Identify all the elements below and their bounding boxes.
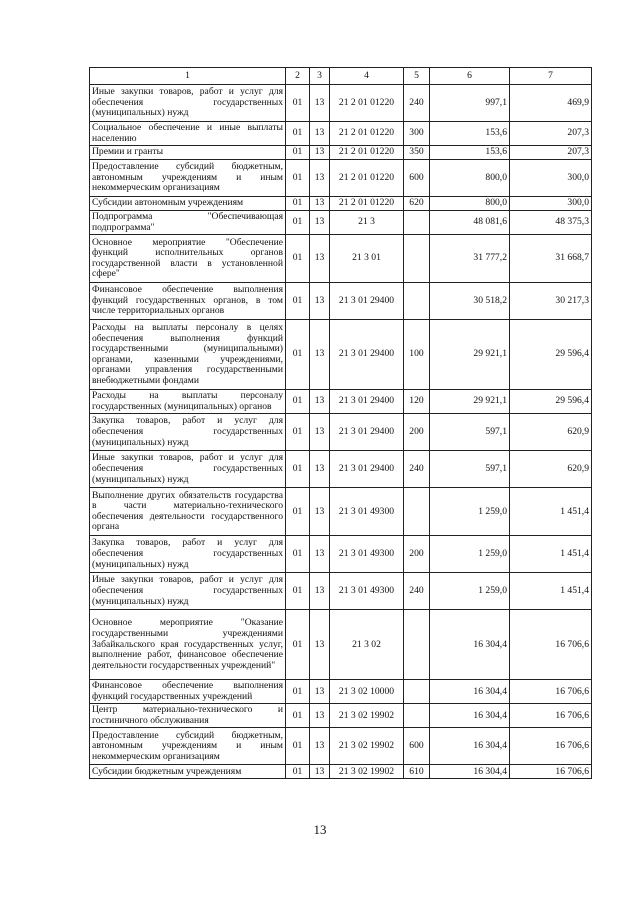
amount-year1-cell: 153,6 bbox=[430, 146, 510, 160]
table-row bbox=[90, 122, 592, 146]
subsection-code-cell: 13 bbox=[310, 728, 330, 765]
amount-year2-cell: 1 451,4 bbox=[510, 488, 592, 536]
header-cell: 5 bbox=[404, 68, 430, 85]
subsection-code-cell: 13 bbox=[310, 680, 330, 704]
amount-year2-cell: 1 451,4 bbox=[510, 573, 592, 610]
row-name-cell: Закупка товаров, работ и услуг для обеспечения государственных (муниципальных) нужд bbox=[90, 414, 286, 451]
row-name-cell: Иные закупки товаров, работ и услуг для обеспечения государственных (муниципальных) нужд bbox=[90, 451, 286, 488]
header-cell: 7 bbox=[510, 68, 592, 85]
subsection-code-cell: 13 bbox=[310, 122, 330, 146]
expense-type-cell: 200 bbox=[404, 414, 430, 451]
budget-table bbox=[89, 67, 592, 779]
section-code-cell: 01 bbox=[286, 573, 310, 610]
table-row bbox=[90, 283, 592, 320]
amount-year1-cell: 1 259,0 bbox=[430, 573, 510, 610]
target-article-cell: 21 3 bbox=[330, 211, 404, 235]
table-body bbox=[90, 85, 592, 779]
section-code-cell: 01 bbox=[286, 146, 310, 160]
subsection-code-cell: 13 bbox=[310, 451, 330, 488]
section-code-cell: 01 bbox=[286, 680, 310, 704]
target-article-cell: 21 3 01 49300 bbox=[330, 536, 404, 573]
expense-type-cell: 240 bbox=[404, 85, 430, 122]
row-name-cell: Подпрограмма "Обеспечивающая подпрограмма" bbox=[90, 211, 286, 235]
row-name-cell: Иные закупки товаров, работ и услуг для обеспечения государственных (муниципальных) нужд bbox=[90, 85, 286, 122]
section-code-cell: 01 bbox=[286, 211, 310, 235]
expense-type-cell bbox=[404, 488, 430, 536]
table-row bbox=[90, 765, 592, 779]
amount-year1-cell: 31 777,2 bbox=[430, 235, 510, 283]
table-row bbox=[90, 536, 592, 573]
expense-type-cell: 120 bbox=[404, 390, 430, 414]
section-code-cell: 01 bbox=[286, 765, 310, 779]
target-article-cell: 21 3 01 bbox=[330, 235, 404, 283]
subsection-code-cell: 13 bbox=[310, 414, 330, 451]
amount-year1-cell: 1 259,0 bbox=[430, 536, 510, 573]
amount-year1-cell: 29 921,1 bbox=[430, 320, 510, 390]
amount-year2-cell: 29 596,4 bbox=[510, 320, 592, 390]
table-row bbox=[90, 235, 592, 283]
amount-year2-cell: 469,9 bbox=[510, 85, 592, 122]
subsection-code-cell: 13 bbox=[310, 211, 330, 235]
amount-year2-cell: 620,9 bbox=[510, 451, 592, 488]
target-article-cell: 21 2 01 01220 bbox=[330, 85, 404, 122]
table-row bbox=[90, 704, 592, 728]
amount-year1-cell: 16 304,4 bbox=[430, 680, 510, 704]
expense-type-cell bbox=[404, 610, 430, 680]
header-cell: 3 bbox=[310, 68, 330, 85]
target-article-cell: 21 3 01 29400 bbox=[330, 414, 404, 451]
subsection-code-cell: 13 bbox=[310, 390, 330, 414]
expense-type-cell: 100 bbox=[404, 320, 430, 390]
row-name-cell: Финансовое обеспечение выполнения функций государственных органов, в том числе территориальных органов bbox=[90, 283, 286, 320]
header-cell: 2 bbox=[286, 68, 310, 85]
table-row bbox=[90, 680, 592, 704]
section-code-cell: 01 bbox=[286, 488, 310, 536]
expense-type-cell bbox=[404, 704, 430, 728]
target-article-cell: 21 3 01 29400 bbox=[330, 283, 404, 320]
target-article-cell: 21 2 01 01220 bbox=[330, 160, 404, 197]
expense-type-cell bbox=[404, 235, 430, 283]
subsection-code-cell: 13 bbox=[310, 320, 330, 390]
row-name-cell: Центр материально-технического и гостиничного обслуживания bbox=[90, 704, 286, 728]
amount-year2-cell: 300,0 bbox=[510, 197, 592, 211]
expense-type-cell bbox=[404, 283, 430, 320]
expense-type-cell bbox=[404, 211, 430, 235]
row-name-cell: Субсидии автономным учреждениям bbox=[90, 197, 286, 211]
amount-year1-cell: 16 304,4 bbox=[430, 610, 510, 680]
row-name-cell: Социальное обеспечение и иные выплаты населению bbox=[90, 122, 286, 146]
header-cell: 6 bbox=[430, 68, 510, 85]
amount-year1-cell: 800,0 bbox=[430, 160, 510, 197]
target-article-cell: 21 2 01 01220 bbox=[330, 122, 404, 146]
table-row bbox=[90, 85, 592, 122]
table-row bbox=[90, 451, 592, 488]
header-cell: 4 bbox=[330, 68, 404, 85]
expense-type-cell: 610 bbox=[404, 765, 430, 779]
section-code-cell: 01 bbox=[286, 283, 310, 320]
expense-type-cell: 600 bbox=[404, 728, 430, 765]
target-article-cell: 21 3 02 19902 bbox=[330, 704, 404, 728]
table-row bbox=[90, 320, 592, 390]
row-name-cell: Иные закупки товаров, работ и услуг для обеспечения государственных (муниципальных) нужд bbox=[90, 573, 286, 610]
page-number: 13 bbox=[313, 822, 327, 837]
section-code-cell: 01 bbox=[286, 536, 310, 573]
amount-year2-cell: 16 706,6 bbox=[510, 704, 592, 728]
amount-year1-cell: 48 081,6 bbox=[430, 211, 510, 235]
amount-year2-cell: 16 706,6 bbox=[510, 765, 592, 779]
table-row bbox=[90, 414, 592, 451]
amount-year2-cell: 29 596,4 bbox=[510, 390, 592, 414]
header-row bbox=[90, 68, 592, 85]
section-code-cell: 01 bbox=[286, 235, 310, 283]
target-article-cell: 21 2 01 01220 bbox=[330, 146, 404, 160]
amount-year2-cell: 31 668,7 bbox=[510, 235, 592, 283]
table-row bbox=[90, 610, 592, 680]
expense-type-cell: 300 bbox=[404, 122, 430, 146]
amount-year1-cell: 597,1 bbox=[430, 414, 510, 451]
target-article-cell: 21 3 01 29400 bbox=[330, 451, 404, 488]
amount-year2-cell: 207,3 bbox=[510, 146, 592, 160]
amount-year2-cell: 16 706,6 bbox=[510, 680, 592, 704]
target-article-cell: 21 3 01 49300 bbox=[330, 573, 404, 610]
row-name-cell: Расходы на выплаты персоналу государственных (муниципальных) органов bbox=[90, 390, 286, 414]
table-row bbox=[90, 197, 592, 211]
amount-year1-cell: 1 259,0 bbox=[430, 488, 510, 536]
row-name-cell: Предоставление субсидий бюджетным, автономным учреждениям и иным некоммерческим организациям bbox=[90, 728, 286, 765]
table-row bbox=[90, 573, 592, 610]
amount-year2-cell: 1 451,4 bbox=[510, 536, 592, 573]
amount-year2-cell: 16 706,6 bbox=[510, 728, 592, 765]
target-article-cell: 21 3 01 49300 bbox=[330, 488, 404, 536]
section-code-cell: 01 bbox=[286, 451, 310, 488]
section-code-cell: 01 bbox=[286, 320, 310, 390]
section-code-cell: 01 bbox=[286, 160, 310, 197]
section-code-cell: 01 bbox=[286, 610, 310, 680]
amount-year2-cell: 16 706,6 bbox=[510, 610, 592, 680]
subsection-code-cell: 13 bbox=[310, 488, 330, 536]
subsection-code-cell: 13 bbox=[310, 197, 330, 211]
subsection-code-cell: 13 bbox=[310, 536, 330, 573]
subsection-code-cell: 13 bbox=[310, 704, 330, 728]
subsection-code-cell: 13 bbox=[310, 765, 330, 779]
amount-year1-cell: 997,1 bbox=[430, 85, 510, 122]
row-name-cell: Премии и гранты bbox=[90, 146, 286, 160]
table-row bbox=[90, 211, 592, 235]
expense-type-cell: 350 bbox=[404, 146, 430, 160]
section-code-cell: 01 bbox=[286, 414, 310, 451]
target-article-cell: 21 3 02 bbox=[330, 610, 404, 680]
subsection-code-cell: 13 bbox=[310, 146, 330, 160]
target-article-cell: 21 2 01 01220 bbox=[330, 197, 404, 211]
amount-year1-cell: 16 304,4 bbox=[430, 765, 510, 779]
amount-year1-cell: 597,1 bbox=[430, 451, 510, 488]
header-cell: 1 bbox=[90, 68, 286, 85]
row-name-cell: Основное мероприятие "Обеспечение функций исполнительных органов государственной власти в установленной сфере" bbox=[90, 235, 286, 283]
section-code-cell: 01 bbox=[286, 390, 310, 414]
table-row bbox=[90, 728, 592, 765]
target-article-cell: 21 3 01 29400 bbox=[330, 390, 404, 414]
subsection-code-cell: 13 bbox=[310, 85, 330, 122]
expense-type-cell: 240 bbox=[404, 573, 430, 610]
section-code-cell: 01 bbox=[286, 122, 310, 146]
row-name-cell: Предоставление субсидий бюджетным, автономным учреждениям и иным некоммерческим организациям bbox=[90, 160, 286, 197]
amount-year1-cell: 153,6 bbox=[430, 122, 510, 146]
table-row bbox=[90, 160, 592, 197]
expense-type-cell: 240 bbox=[404, 451, 430, 488]
row-name-cell: Расходы на выплаты персоналу в целях обеспечения выполнения функций государственными (муниципальными) органами, казенными учреждениями, органами управления государственными внебюджетными фондами bbox=[90, 320, 286, 390]
table-row bbox=[90, 488, 592, 536]
row-name-cell: Финансовое обеспечение выполнения функций государственных учреждений bbox=[90, 680, 286, 704]
target-article-cell: 21 3 02 19902 bbox=[330, 765, 404, 779]
expense-type-cell: 600 bbox=[404, 160, 430, 197]
expense-type-cell: 620 bbox=[404, 197, 430, 211]
subsection-code-cell: 13 bbox=[310, 235, 330, 283]
amount-year2-cell: 207,3 bbox=[510, 122, 592, 146]
row-name-cell: Выполнение других обязательств государства в части материально-технического обеспечения деятельности государственного органа bbox=[90, 488, 286, 536]
amount-year1-cell: 16 304,4 bbox=[430, 704, 510, 728]
subsection-code-cell: 13 bbox=[310, 573, 330, 610]
expense-type-cell: 200 bbox=[404, 536, 430, 573]
row-name-cell: Основное мероприятие "Оказание государственными учреждениями Забайкальского края государственных услуг, выполнение работ, финансовое обеспечение деятельности государственных учреждений" bbox=[90, 610, 286, 680]
row-name-cell: Закупка товаров, работ и услуг для обеспечения государственных (муниципальных) нужд bbox=[90, 536, 286, 573]
target-article-cell: 21 3 02 19902 bbox=[330, 728, 404, 765]
amount-year2-cell: 48 375,3 bbox=[510, 211, 592, 235]
target-article-cell: 21 3 01 29400 bbox=[330, 320, 404, 390]
expense-type-cell bbox=[404, 680, 430, 704]
section-code-cell: 01 bbox=[286, 728, 310, 765]
target-article-cell: 21 3 02 10000 bbox=[330, 680, 404, 704]
subsection-code-cell: 13 bbox=[310, 160, 330, 197]
table-row bbox=[90, 146, 592, 160]
section-code-cell: 01 bbox=[286, 704, 310, 728]
table-row bbox=[90, 390, 592, 414]
amount-year1-cell: 800,0 bbox=[430, 197, 510, 211]
section-code-cell: 01 bbox=[286, 197, 310, 211]
amount-year2-cell: 620,9 bbox=[510, 414, 592, 451]
subsection-code-cell: 13 bbox=[310, 610, 330, 680]
amount-year2-cell: 300,0 bbox=[510, 160, 592, 197]
row-name-cell: Субсидии бюджетным учреждениям bbox=[90, 765, 286, 779]
amount-year1-cell: 16 304,4 bbox=[430, 728, 510, 765]
amount-year1-cell: 29 921,1 bbox=[430, 390, 510, 414]
amount-year2-cell: 30 217,3 bbox=[510, 283, 592, 320]
section-code-cell: 01 bbox=[286, 85, 310, 122]
amount-year1-cell: 30 518,2 bbox=[430, 283, 510, 320]
subsection-code-cell: 13 bbox=[310, 283, 330, 320]
